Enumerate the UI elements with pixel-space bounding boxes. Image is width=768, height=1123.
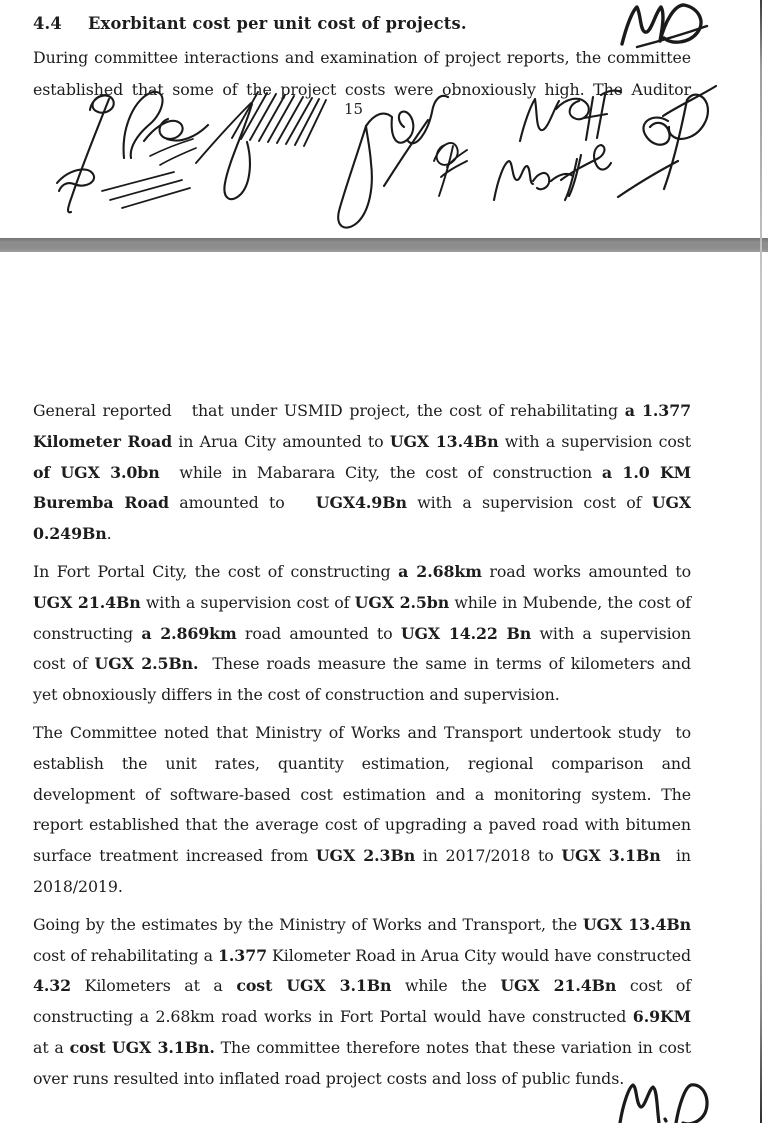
signature-stroke [167,125,208,141]
paragraph-fortportal-mubende: In Fort Portal City, the cost of constructing a 2.68km road works amounted to UGX 21.4Bn with a supervision cost of UGX 2.5bn while in Mubende, the cost of constructing a 2.869km road amounted to UGX 14.22 Bn with a supervision cost of UGX 2.5Bn. These roads measure the same in terms of kilometers and yet obnoxiously differs in the cost of construction and supervision. [33,561,692,705]
signature-stroke [520,99,559,141]
signature-stroke [384,120,428,186]
page-separator-bar [0,238,768,252]
body-text [33,396,691,1102]
signature-stroke [224,104,252,199]
signature-stroke [338,126,372,228]
signature-scribble-1 [57,95,190,212]
initials-stroke [665,1119,666,1121]
signature-stroke [102,172,190,208]
signature-stroke [68,99,109,212]
signature-stroke [618,161,678,197]
page-edge-line [760,0,762,1123]
signature-stroke [561,145,611,200]
signature-stroke [150,139,196,165]
signature-stroke [434,143,467,196]
paragraph-ministry-study: The Committee noted that Ministry of Works and Transport undertook study to establish the unit rates, quantity estimation, regional comparison and development of software-based cost estimation and a monitoring system. The report established that the average cost of upgrading a paved road with bitumen surface treatment increased from UGX 2.3Bn in 2017/2018 to UGX 3.1Bn in 2018/2019. [33,722,691,896]
signature-hatch-scribble-3 [196,92,326,199]
page-number: 15 [344,100,364,118]
signature-stroke [144,119,183,141]
signature-stroke [196,103,251,163]
signature-scribble-5 [494,91,621,200]
paragraph-usmid-costs: General reported that under USMID project, the cost of rehabilitating a 1.377 Kilometer Road in Arua City amounted to UGX 13.4Bn with a supervision cost of UGX 3.0bn while in Mabarara City, the cost of construction a 1.0 KM Buremba Road amounted to UGX4.9Bn with a supervision cost of UGX 0.249Bn. [33,401,692,544]
signature-stroke [494,161,533,200]
intro-paragraph: During committee interactions and examination of project reports, the committee established that some of the project costs were obnoxiously high. The Auditor [33,48,691,99]
paragraph-estimates-conclusion: Going by the estimates by the Ministry of Works and Transport, the UGX 13.4Bn cost of rehabilitating a 1.377 Kilometer Road in Arua City would have constructed 4.32 Kilometers at a cost UGX 3.1Bn while the UGX 21.4Bn cost of constructing a 2.68km road works in Fort Portal would have constructed 6.9KM at a cost UGX 3.1Bn. The committee therefore notes that these variation in cost over runs resulted into inflated road project costs and loss of public funds. [33,914,692,1088]
signature-stroke [643,118,669,145]
signature-stroke [664,100,687,189]
section-number: 4.4 [33,14,62,33]
signature-stroke [57,169,94,191]
signature-stroke [533,173,573,189]
section-title: Exorbitant cost per unit cost of projects. [87,14,467,33]
section-heading [33,14,713,33]
signature-stroke [366,112,413,143]
